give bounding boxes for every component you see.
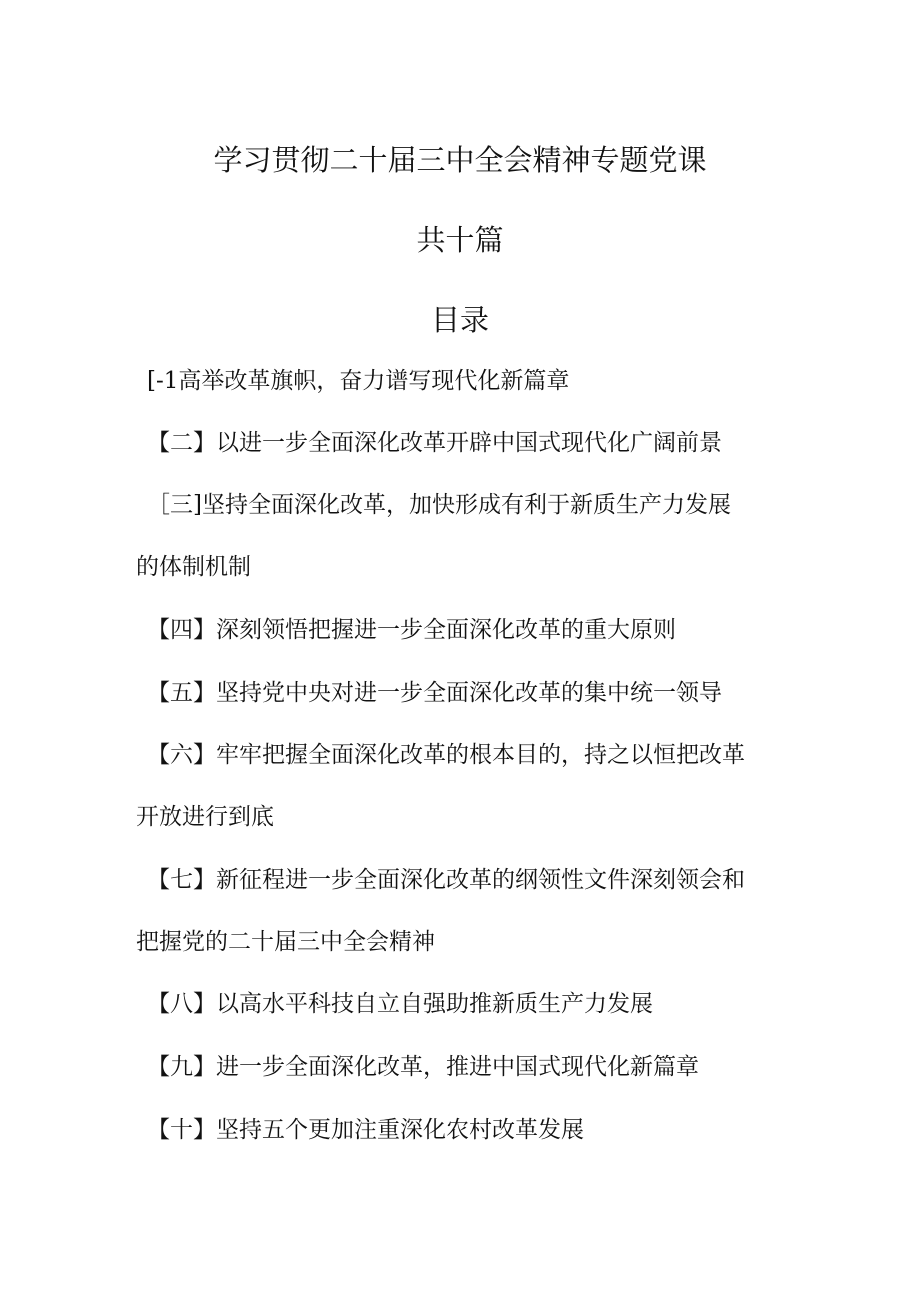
toc-entry-line: 【九】进一步全面深化改革，推进中国式现代化新篇章 [147, 1054, 699, 1080]
toc-entry-line-continued: 开放进行到底 [136, 804, 274, 830]
toc-entry-line: [-1高举改革旗帜，奋力谱写现代化新篇章 [147, 368, 570, 394]
toc-entry-line: ［三]坚持全面深化改革，加快形成有利于新质生产力发展 [147, 492, 731, 518]
toc-entry-line: 【六】牢牢把握全面深化改革的根本目的，持之以恒把改革 [147, 742, 745, 768]
toc-entry-line-continued: 把握党的二十届三中全会精神 [136, 929, 435, 955]
toc-entry-line: 【七】新征程进一步全面深化改革的纲领性文件深刻领会和 [147, 867, 745, 893]
toc-entry-line: 【四】深刻领悟把握进一步全面深化改革的重大原则 [147, 617, 676, 643]
toc-entry-line: 【五】坚持党中央对进一步全面深化改革的集中统一领导 [147, 680, 722, 706]
toc-entry-line-continued: 的体制机制 [136, 554, 251, 580]
toc-heading: 目录 [430, 303, 489, 337]
toc-entry-line: 【十】坚持五个更加注重深化农村改革发展 [147, 1117, 584, 1143]
toc-entry-line: 【二】以进一步全面深化改革开辟中国式现代化广阔前景 [147, 430, 722, 456]
document-subtitle: 共十篇 [416, 223, 504, 257]
document-title: 学习贯彻二十届三中全会精神专题党课 [213, 143, 707, 177]
toc-entry-line: 【八】以高水平科技自立自强助推新质生产力发展 [147, 991, 653, 1017]
